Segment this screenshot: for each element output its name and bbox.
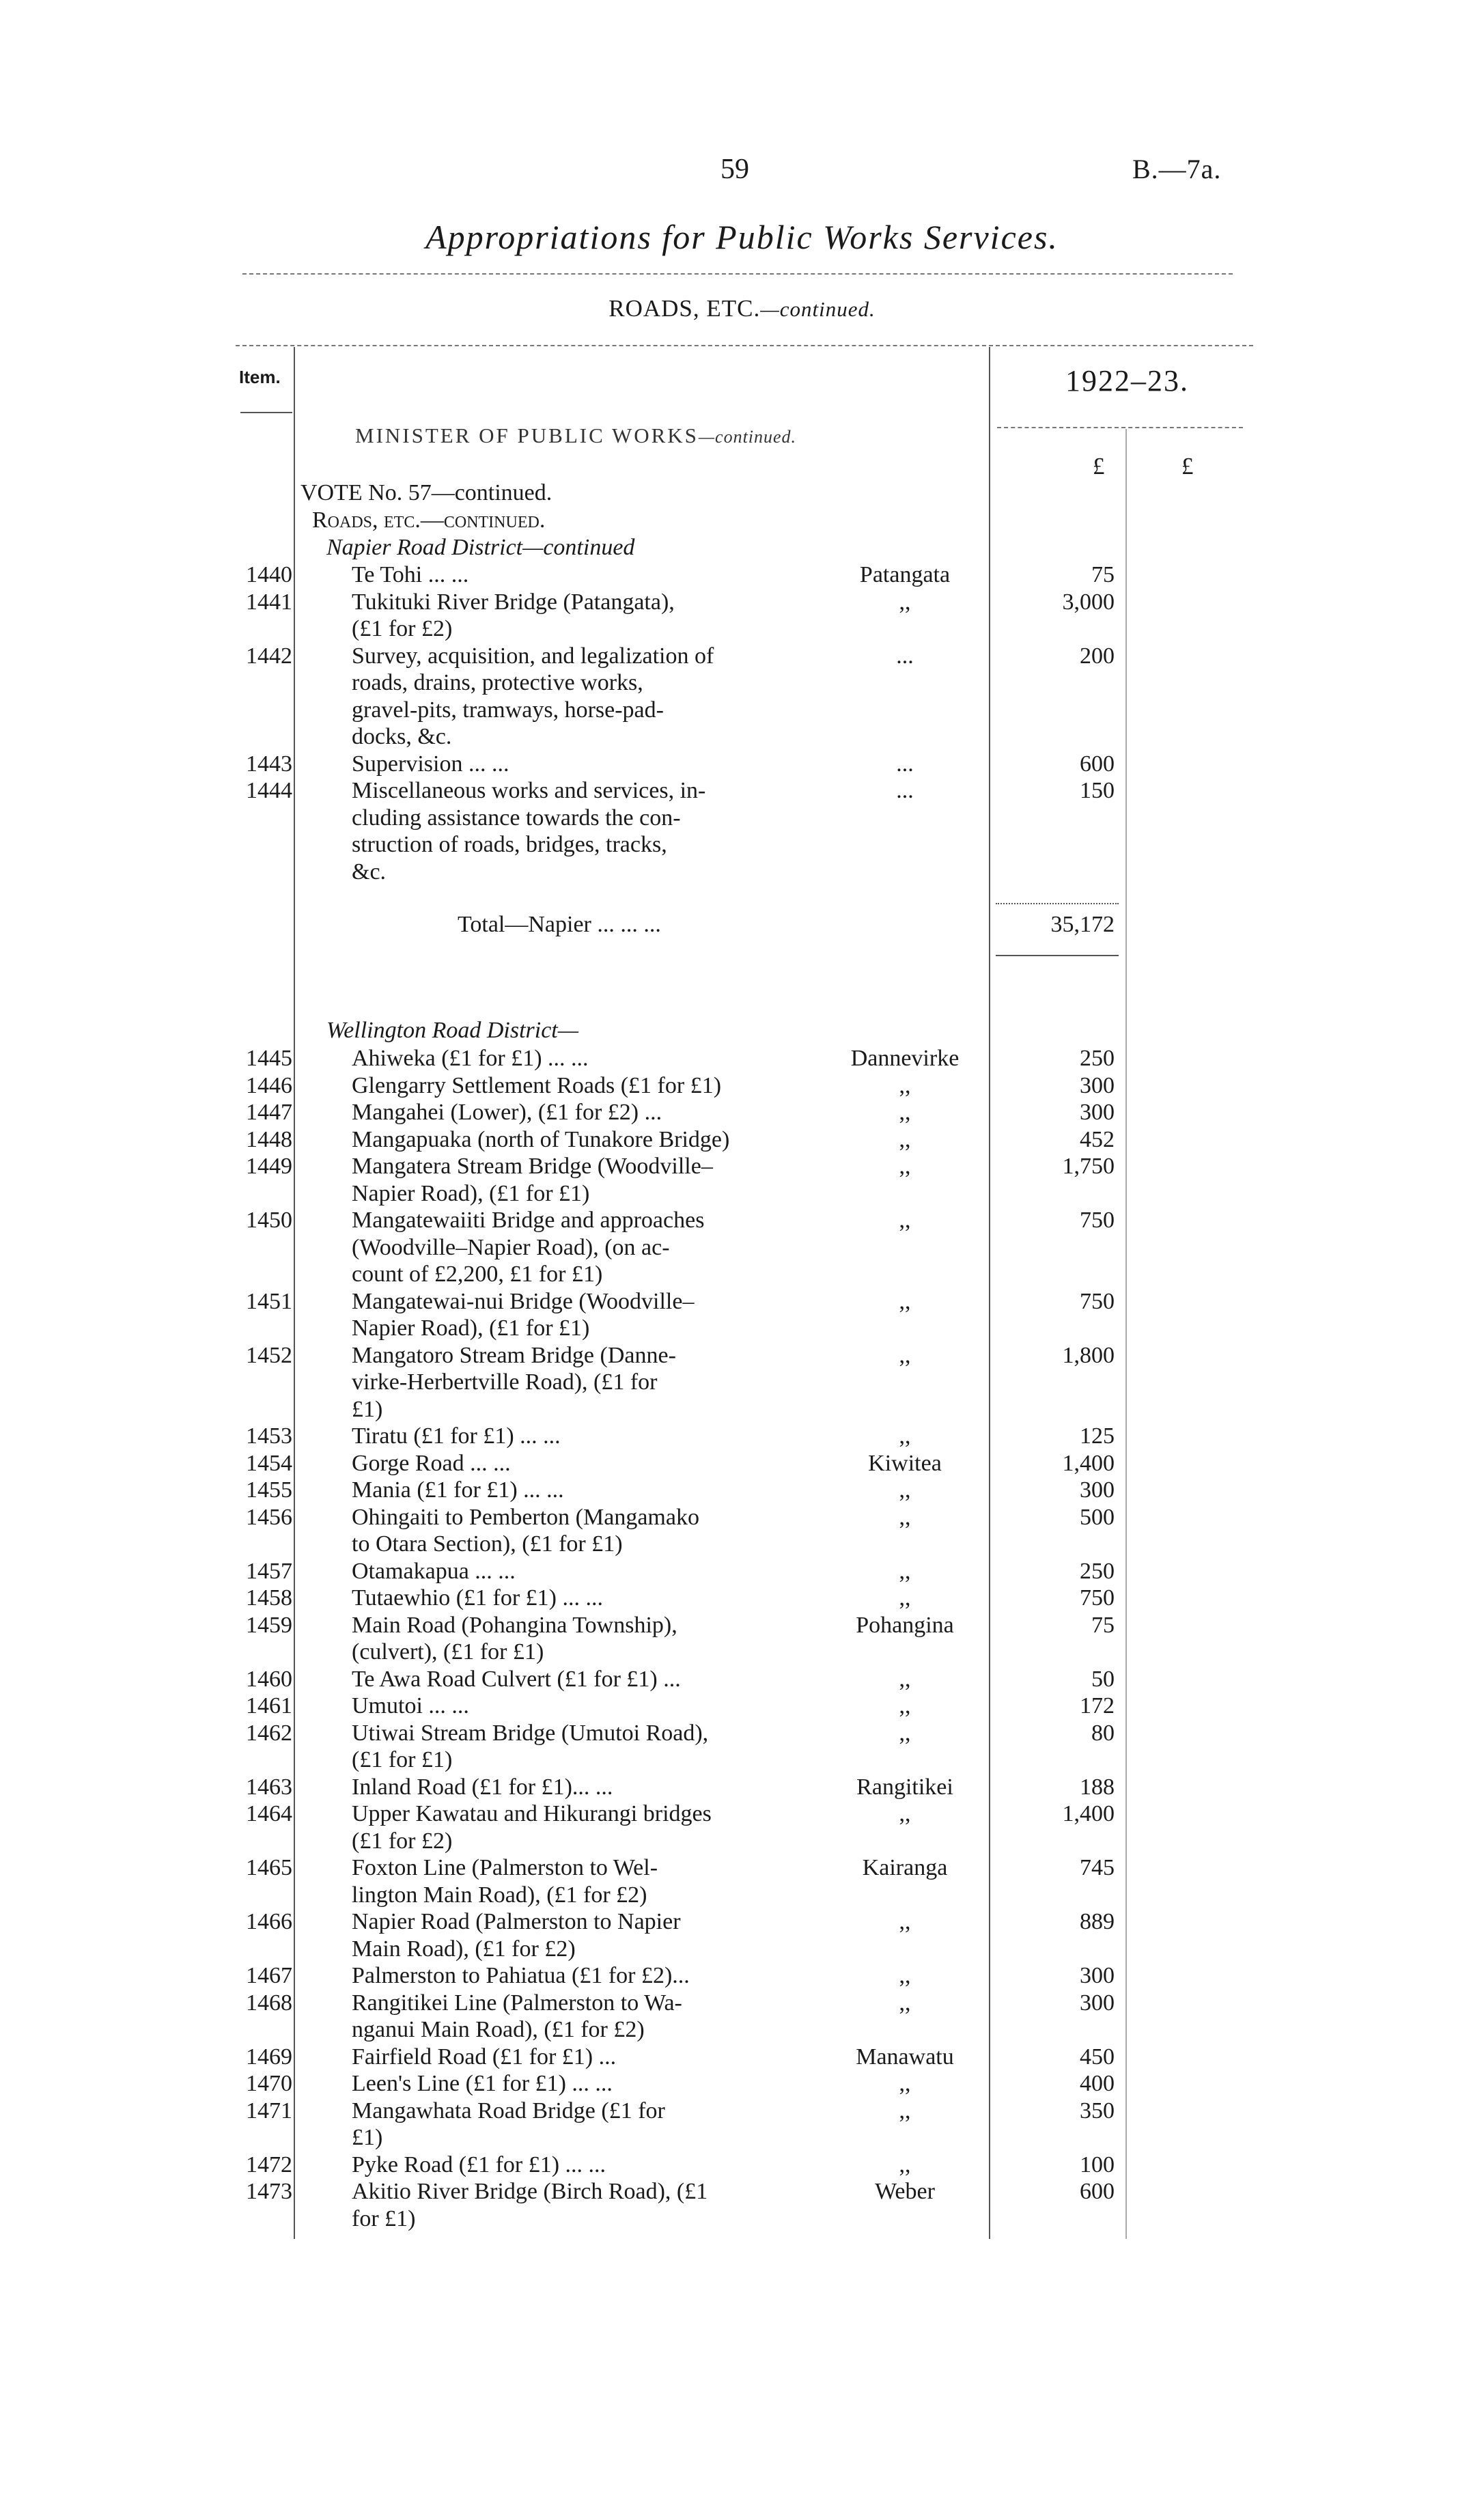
minister-heading [355, 423, 796, 448]
item-district: ,, [899, 1126, 911, 1152]
item-description: Gorge Road ... ... [352, 1450, 511, 1476]
item-description: Upper Kawatau and Hikurangi bridges [352, 1801, 712, 1826]
item-district: ,, [899, 1693, 911, 1718]
roads-heading: Roads, etc.—continued. [312, 507, 546, 533]
item-number: 1468 [246, 1990, 292, 2016]
item-district: ,, [899, 1423, 911, 1449]
item-description: Foxton Line (Palmerston to Wel- [352, 1855, 658, 1880]
item-district: Patangata [859, 562, 951, 587]
item-number: 1469 [246, 2044, 292, 2070]
item-amount: 750 [1080, 1585, 1115, 1611]
year-column-header: 1922–23. [1065, 364, 1189, 398]
item-description: virke-Herbertville Road), (£1 for [352, 1369, 658, 1395]
item-amount: 1,750 [1062, 1154, 1115, 1179]
item-amount: 50 [1091, 1666, 1115, 1692]
item-number: 1463 [246, 1774, 292, 1800]
item-number: 1465 [246, 1855, 292, 1880]
item-number: 1440 [246, 562, 292, 587]
item-district: Dannevirke [850, 1046, 960, 1071]
minister-heading-text: MINISTER OF PUBLIC WORKS [355, 423, 699, 447]
item-description: Utiwai Stream Bridge (Umutoi Road), [352, 1720, 709, 1746]
item-district: ... [896, 778, 914, 803]
napier-district-heading: Napier Road District—continued [326, 535, 635, 560]
item-column-divider [294, 347, 295, 2239]
item-description: (culvert), (£1 for £1) [352, 1639, 544, 1665]
item-number: 1459 [246, 1612, 292, 1638]
item-amount: 80 [1091, 1720, 1115, 1746]
item-district: Kiwitea [868, 1450, 942, 1476]
item-amount: 400 [1080, 2071, 1115, 2096]
item-number: 1473 [246, 2179, 292, 2204]
item-description: Napier Road (Palmerston to Napier [352, 1909, 681, 1934]
item-number: 1456 [246, 1504, 292, 1530]
item-amount: 150 [1080, 778, 1115, 803]
item-number: 1444 [246, 778, 292, 803]
item-district: ,, [899, 1477, 911, 1503]
section-heading-suffix: —continued. [760, 297, 876, 321]
item-amount: 889 [1080, 1909, 1115, 1934]
item-amount: 300 [1080, 1477, 1115, 1503]
item-amount: 300 [1080, 1963, 1115, 1988]
item-description: Tiratu (£1 for £1) ... ... [352, 1423, 561, 1449]
item-description: Tukituki River Bridge (Patangata), [352, 589, 675, 615]
item-description: Rangitikei Line (Palmerston to Wa- [352, 1990, 682, 2016]
item-description: Mangahei (Lower), (£1 for £2) ... [352, 1100, 662, 1125]
item-description: Mania (£1 for £1) ... ... [352, 1477, 564, 1503]
item-number: 1457 [246, 1558, 292, 1584]
item-number: 1471 [246, 2098, 292, 2123]
item-district: Kairanga [862, 1855, 948, 1880]
item-description: nganui Main Road), (£1 for £2) [352, 2017, 645, 2042]
currency-symbol: £ [1181, 453, 1194, 479]
section-heading-text: ROADS, ETC. [608, 295, 761, 322]
item-number: 1448 [246, 1126, 292, 1152]
item-description: (Woodville–Napier Road), (on ac- [352, 1234, 670, 1260]
item-description: Main Road), (£1 for £2) [352, 1936, 576, 1962]
item-amount: 300 [1080, 1072, 1115, 1098]
total-top-rule [996, 903, 1119, 904]
item-district: ... [896, 643, 914, 669]
item-amount: 250 [1080, 1558, 1115, 1584]
item-description: Mangatewaiiti Bridge and approaches [352, 1208, 705, 1233]
item-number: 1446 [246, 1072, 292, 1098]
item-district: Rangitikei [856, 1774, 953, 1800]
item-number: 1458 [246, 1585, 292, 1611]
item-description: Pyke Road (£1 for £1) ... ... [352, 2151, 606, 2177]
total-bottom-rule [996, 955, 1119, 956]
item-district: ,, [899, 589, 911, 615]
item-description: Ohingaiti to Pemberton (Mangamako [352, 1504, 699, 1530]
item-number: 1451 [246, 1288, 292, 1314]
item-amount: 750 [1080, 1208, 1115, 1233]
item-amount: 600 [1080, 751, 1115, 777]
item-description: Akitio River Bridge (Birch Road), (£1 [352, 2179, 708, 2204]
item-district: ,, [899, 1072, 911, 1098]
item-number: 1470 [246, 2071, 292, 2096]
item-amount: 300 [1080, 1100, 1115, 1125]
table-top-rule [236, 345, 1253, 346]
amount-column-divider [1125, 429, 1127, 2239]
item-district: ,, [899, 1801, 911, 1826]
item-district: ,, [899, 1342, 911, 1368]
item-number: 1467 [246, 1963, 292, 1988]
item-number: 1460 [246, 1666, 292, 1692]
item-number: 1472 [246, 2151, 292, 2177]
item-description: Leen's Line (£1 for £1) ... ... [352, 2071, 613, 2096]
item-description: gravel-pits, tramways, horse-pad- [352, 697, 664, 723]
item-number: 1443 [246, 751, 292, 777]
item-description: Mangapuaka (north of Tunakore Bridge) [352, 1126, 730, 1152]
item-number: 1461 [246, 1693, 292, 1718]
item-description: Ahiweka (£1 for £1) ... ... [352, 1046, 589, 1071]
item-amount: 500 [1080, 1504, 1115, 1530]
item-description: for £1) [352, 2205, 416, 2231]
district-column-divider [989, 347, 990, 2239]
item-description: &c. [352, 859, 387, 885]
item-description: Main Road (Pohangina Township), [352, 1612, 677, 1638]
item-district: ,, [899, 1208, 911, 1233]
item-description: to Otara Section), (£1 for £1) [352, 1531, 623, 1557]
item-description: struction of roads, bridges, tracks, [352, 832, 667, 857]
item-description: Te Tohi ... ... [352, 562, 469, 587]
item-description: Mangatewai-nui Bridge (Woodville– [352, 1288, 695, 1314]
vote-heading: VOTE No. 57—continued. [300, 480, 552, 505]
item-number: 1450 [246, 1208, 292, 1233]
napier-total-amount: 35,172 [1050, 912, 1115, 937]
item-district: ,, [899, 1585, 911, 1611]
year-header-rule [997, 427, 1243, 428]
item-amount: 75 [1091, 1612, 1115, 1638]
item-description: cluding assistance towards the con- [352, 805, 681, 831]
item-description: Mangatera Stream Bridge (Woodville– [352, 1154, 713, 1179]
item-district: ,, [899, 2071, 911, 2096]
item-amount: 300 [1080, 1990, 1115, 2016]
item-amount: 1,400 [1062, 1801, 1115, 1826]
item-number: 1462 [246, 1720, 292, 1746]
item-description: £1) [352, 2125, 383, 2150]
item-amount: 200 [1080, 643, 1115, 669]
item-amount: 100 [1080, 2151, 1115, 2177]
napier-total-label: Total—Napier ... ... ... [458, 912, 661, 937]
item-amount: 3,000 [1062, 589, 1115, 615]
item-number: 1455 [246, 1477, 292, 1503]
item-district: Pohangina [856, 1612, 954, 1638]
item-amount: 75 [1091, 562, 1115, 587]
item-number: 1466 [246, 1909, 292, 1934]
item-number: 1442 [246, 643, 292, 669]
item-description: Te Awa Road Culvert (£1 for £1) ... [352, 1666, 681, 1692]
item-number: 1447 [246, 1100, 292, 1125]
item-district: ,, [899, 1720, 911, 1746]
item-district: ,, [899, 1558, 911, 1584]
item-district: ,, [899, 1504, 911, 1530]
item-amount: 600 [1080, 2179, 1115, 2204]
item-amount: 1,800 [1062, 1342, 1115, 1368]
item-description: Mangawhata Road Bridge (£1 for [352, 2098, 665, 2123]
item-amount: 350 [1080, 2098, 1115, 2123]
item-description: (£1 for £1) [352, 1747, 453, 1772]
page-title: Appropriations for Public Works Services. [425, 218, 1059, 256]
item-district: ,, [899, 1963, 911, 1988]
item-number: 1464 [246, 1801, 292, 1826]
wellington-district-heading: Wellington Road District— [326, 1018, 578, 1043]
item-district: ,, [899, 1154, 911, 1179]
item-column-header: Item. [239, 367, 281, 387]
item-description: Supervision ... ... [352, 751, 509, 777]
item-amount: 745 [1080, 1855, 1115, 1880]
item-amount: 250 [1080, 1046, 1115, 1071]
item-district: ,, [899, 2151, 911, 2177]
page-number: 59 [720, 154, 749, 185]
item-description: Napier Road), (£1 for £1) [352, 1180, 590, 1206]
item-district: ,, [899, 1666, 911, 1692]
item-district: ,, [899, 2098, 911, 2123]
item-amount: 452 [1080, 1126, 1115, 1152]
item-amount: 1,400 [1062, 1450, 1115, 1476]
item-district: ,, [899, 1100, 911, 1125]
item-amount: 172 [1080, 1693, 1115, 1718]
item-description: docks, &c. [352, 724, 452, 749]
item-description: Otamakapua ... ... [352, 1558, 516, 1584]
item-amount: 125 [1080, 1423, 1115, 1449]
section-heading [0, 295, 1484, 322]
item-description: (£1 for £2) [352, 1828, 453, 1854]
item-number: 1452 [246, 1342, 292, 1368]
document-reference: B.—7a. [1132, 154, 1222, 184]
item-number: 1449 [246, 1154, 292, 1179]
item-amount: 450 [1080, 2044, 1115, 2070]
item-number: 1441 [246, 589, 292, 615]
item-header-rule [240, 412, 292, 413]
item-description: Umutoi ... ... [352, 1693, 469, 1718]
item-district: ... [896, 751, 914, 777]
item-description: Inland Road (£1 for £1)... ... [352, 1774, 613, 1800]
minister-heading-suffix: —continued. [698, 427, 797, 447]
item-description: Miscellaneous works and services, in- [352, 778, 706, 803]
item-district: Weber [875, 2179, 935, 2204]
item-district: ,, [899, 1909, 911, 1934]
item-description: Survey, acquisition, and legalization of [352, 643, 714, 669]
item-description: Glengarry Settlement Roads (£1 for £1) [352, 1072, 722, 1098]
item-number: 1453 [246, 1423, 292, 1449]
item-district: ,, [899, 1990, 911, 2016]
item-amount: 188 [1080, 1774, 1115, 1800]
title-rule [242, 273, 1233, 275]
item-number: 1445 [246, 1046, 292, 1071]
item-district: Manawatu [856, 2044, 954, 2070]
item-description: lington Main Road), (£1 for £2) [352, 1882, 647, 1908]
item-amount: 750 [1080, 1288, 1115, 1314]
item-description: Tutaewhio (£1 for £1) ... ... [352, 1585, 603, 1611]
item-description: £1) [352, 1396, 383, 1422]
item-description: roads, drains, protective works, [352, 670, 643, 695]
item-number: 1454 [246, 1450, 292, 1476]
item-description: Palmerston to Pahiatua (£1 for £2)... [352, 1963, 690, 1988]
currency-symbol: £ [1093, 453, 1105, 479]
item-description: count of £2,200, £1 for £1) [352, 1262, 603, 1287]
item-description: Fairfield Road (£1 for £1) ... [352, 2044, 617, 2070]
item-district: ,, [899, 1288, 911, 1314]
item-description: Mangatoro Stream Bridge (Danne- [352, 1342, 676, 1368]
item-description: (£1 for £2) [352, 616, 453, 641]
item-description: Napier Road), (£1 for £1) [352, 1315, 590, 1341]
